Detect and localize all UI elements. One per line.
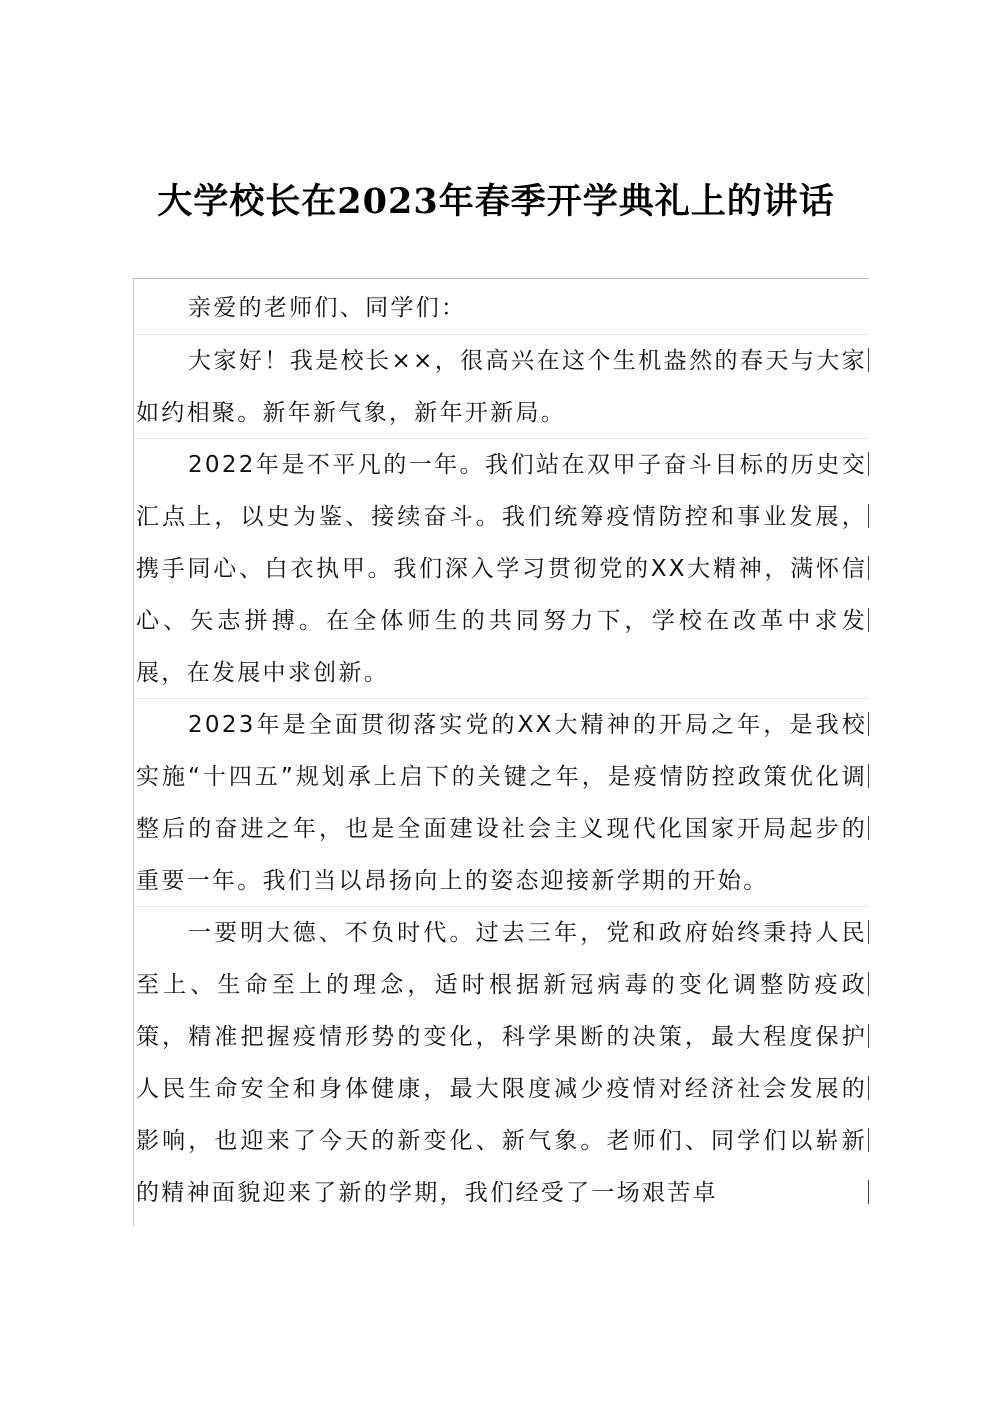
paragraph-salutation: 亲爱的老师们、同学们：	[188, 295, 467, 321]
paragraph-greeting: 大家好！我是校长××，很高兴在这个生机盎然的春天与大家如约相聚。新年新气象，新年开新局。	[133, 334, 869, 439]
paragraph-2023-outlook: 2023年是全面贯彻落实党的XX大精神的开局之年，是我校实施“十四五”规划承上启下的关键之年，是疫情防控政策优化调整后的奋进之年，也是全面建设社会主义现代化国家开局起步的重要一年。我们当以昂扬向上的姿态迎接新学期的开始。	[133, 698, 869, 907]
line-end-mark	[868, 1076, 869, 1100]
line-end-mark	[868, 1024, 869, 1048]
line-end-mark	[868, 1128, 869, 1152]
line-end-mark	[868, 712, 869, 736]
line-end-mark	[868, 504, 869, 528]
line-end-mark	[868, 608, 869, 632]
paragraph-point-one: 一要明大德、不负时代。过去三年，党和政府始终秉持人民至上、生命至上的理念，适时根据新冠病毒的变化调整防疫政策，精准把握疫情形势的变化，科学果断的决策，最大程度保护人民生命安全和身体健康，最大限度减少疫情对经济社会发展的影响，也迎来了今天的新变化、新气象。老师们、同学们以崭新的精神面貌迎来了新的学期，我们经受了一场艰苦卓	[133, 906, 869, 1219]
line-end-mark	[868, 556, 869, 580]
document-title: 大学校长在2023年春季开学典礼上的讲话	[157, 181, 835, 222]
line-end-mark	[868, 972, 869, 996]
line-end-mark	[868, 816, 869, 840]
frame-top-rule	[133, 278, 869, 279]
line-end-mark	[868, 452, 869, 476]
document-body	[133, 278, 869, 1226]
paragraph-2022-review: 2022年是不平凡的一年。我们站在双甲子奋斗目标的历史交汇点上，以史为鉴、接续奋斗。我们统筹疫情防控和事业发展，携手同心、白衣执甲。我们深入学习贯彻党的XX大精神，满怀信心、矢志拼搏。在全体师生的共同努力下，学校在改革中求发展，在发展中求创新。	[133, 438, 869, 699]
line-end-mark	[868, 764, 869, 788]
line-end-mark	[868, 348, 869, 372]
line-end-mark	[868, 1180, 869, 1204]
line-end-mark	[868, 920, 869, 944]
